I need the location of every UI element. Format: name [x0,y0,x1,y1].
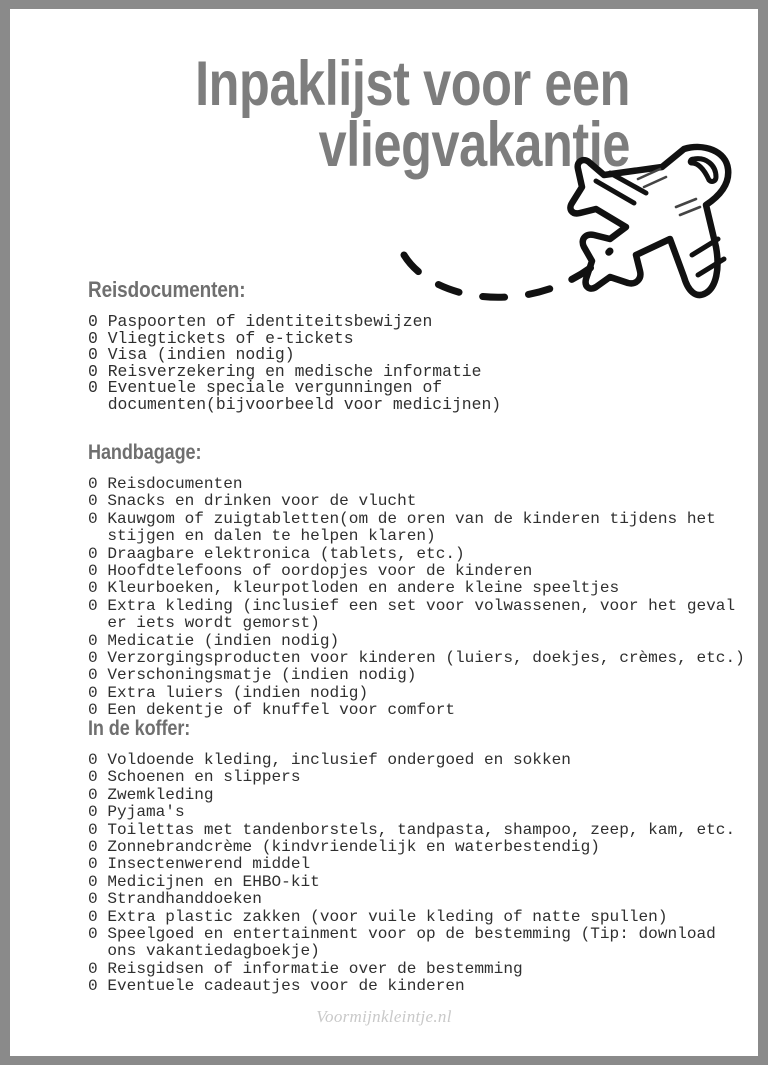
checkbox-marker[interactable]: 0 [88,312,98,331]
list-item-continuation-label: stijgen en dalen te helpen klaren) [107,527,436,546]
checkbox-marker[interactable]: 0 [88,345,98,365]
list-item-label: Visa (indien nodig) [107,345,295,365]
list-item-label: Reisdocumenten [107,475,243,493]
list-item-label: Schoenen en slippers [107,768,301,787]
list-item[interactable] [88,926,735,961]
list-item[interactable] [88,598,745,633]
list-item[interactable] [88,667,745,684]
list-item-label: Medicatie (indien nodig) [107,631,340,650]
list-item-label: Strandhanddoeken [107,890,262,909]
list-item-label: Reisverzekering en medische informatie [107,361,482,381]
section-handbagage [88,441,745,720]
document-page [10,9,758,1056]
list-item-label: Eventuele cadeautjes voor de kinderen [107,977,465,996]
list-item-label: Speelgoed en entertainment voor op de bestemming (Tip: download [107,925,716,944]
list-item[interactable] [88,822,735,839]
list-item-continuation [88,615,745,632]
list-item-label: Extra kleding (inclusief een set voor volwassenen, voor het geval [107,596,736,615]
checkbox-marker[interactable]: 0 [88,475,98,493]
list-item[interactable] [88,546,745,563]
checkbox-marker[interactable]: 0 [88,925,98,944]
list-item[interactable] [88,476,745,493]
checkbox-marker[interactable]: 0 [88,683,98,702]
list-item-label: Reisgidsen of informatie over de bestemming [107,959,523,978]
page-title-line-1: Inpaklijst voor een [195,49,630,119]
list-item-label: Eventuele speciale vergunningen of [107,378,443,398]
list-item-label: Extra luiers (indien nodig) [107,683,369,702]
list-item[interactable] [88,839,735,856]
list-item-label: Snacks en drinken voor de vlucht [107,492,417,511]
section-heading-handbagage: Handbagage: [88,441,202,464]
checkbox-marker[interactable]: 0 [88,666,98,685]
page-title [10,49,650,180]
list-item[interactable] [88,493,745,510]
checkbox-marker[interactable]: 0 [88,872,98,891]
checkbox-marker[interactable]: 0 [88,378,98,398]
checklist-handbagage [88,476,745,720]
checkbox-marker[interactable]: 0 [88,361,98,381]
list-item[interactable] [88,978,735,995]
list-item[interactable] [88,891,735,908]
section-heading-in-de-koffer: In de koffer: [88,717,191,740]
list-item-label: Extra plastic zakken (voor vuile kleding of natte spullen) [107,907,668,926]
checkbox-marker[interactable]: 0 [88,890,98,909]
list-item-continuation [88,943,735,960]
checkbox-marker[interactable]: 0 [88,838,98,857]
list-item-continuation-label: er iets wordt gemorst) [107,614,320,633]
checkbox-marker[interactable]: 0 [88,328,98,348]
list-item[interactable] [88,650,745,667]
list-item-label: Vliegtickets of e-tickets [107,328,354,348]
checkbox-marker[interactable]: 0 [88,596,98,615]
list-item-label: Zonnebrandcrème (kindvriendelijk en waterbestendig) [107,838,600,857]
list-item-continuation-label: documenten(bijvoorbeeld voor medicijnen) [107,394,502,414]
list-item-label: Kleurboeken, kleurpotloden en andere kleine speeltjes [107,579,620,598]
checkbox-marker[interactable]: 0 [88,701,98,720]
section-reisdocumenten [88,277,501,414]
list-item[interactable] [88,961,735,978]
list-item-label: Verzorgingsproducten voor kinderen (luiers, doekjes, crèmes, etc.) [107,649,745,668]
list-item-label: Toilettas met tandenborstels, tandpasta, shampoo, zeep, kam, etc. [107,820,736,839]
section-in-de-koffer [88,717,735,996]
list-item-label: Voldoende kleding, inclusief ondergoed en sokken [107,751,571,769]
checkbox-marker[interactable]: 0 [88,492,98,511]
checkbox-marker[interactable]: 0 [88,907,98,926]
checkbox-marker[interactable]: 0 [88,649,98,668]
list-item-label: Hoofdtelefoons of oordopjes voor de kinderen [107,562,533,581]
checkbox-marker[interactable]: 0 [88,803,98,822]
list-item-label: Zwemkleding [107,785,214,804]
checkbox-marker[interactable]: 0 [88,855,98,874]
list-item-continuation-label: ons vakantiedagboekje) [107,942,320,961]
list-item[interactable] [88,787,735,804]
checkbox-marker[interactable]: 0 [88,509,98,528]
checkbox-marker[interactable]: 0 [88,977,98,996]
list-item[interactable] [88,380,501,413]
list-item-continuation [88,528,745,545]
checkbox-marker[interactable]: 0 [88,820,98,839]
checklist-in-de-koffer [88,752,735,996]
list-item-label: Pyjama's [107,803,185,822]
footer-brand: Voormijnkleintje.nl [316,1007,452,1026]
list-item[interactable] [88,563,745,580]
checkbox-marker[interactable]: 0 [88,562,98,581]
checklist-reisdocumenten [88,314,501,414]
checkbox-marker[interactable]: 0 [88,768,98,787]
checkbox-marker[interactable]: 0 [88,959,98,978]
list-item[interactable] [88,633,745,650]
checkbox-marker[interactable]: 0 [88,785,98,804]
list-item-label: Verschoningsmatje (indien nodig) [107,666,417,685]
list-item[interactable] [88,769,735,786]
list-item-label: Medicijnen en EHBO-kit [107,872,320,891]
section-heading-reisdocumenten: Reisdocumenten: [88,277,246,302]
list-item-label: Draagbare elektronica (tablets, etc.) [107,544,465,563]
list-item[interactable] [88,685,745,702]
page-title-line-2: vliegvakantie [318,109,630,180]
list-item[interactable] [88,580,745,597]
list-item[interactable] [88,804,735,821]
checkbox-marker[interactable]: 0 [88,579,98,598]
list-item-label: Insectenwerend middel [107,855,311,874]
checkbox-marker[interactable]: 0 [88,751,98,769]
list-item[interactable] [88,752,735,769]
list-item[interactable] [88,909,735,926]
checkbox-marker[interactable]: 0 [88,544,98,563]
list-item[interactable] [88,511,745,546]
list-item-label: Paspoorten of identiteitsbewijzen [107,312,433,331]
list-item-label: Een dekentje of knuffel voor comfort [107,701,456,720]
list-item[interactable] [88,856,735,873]
list-item[interactable] [88,874,735,891]
list-item-continuation [88,394,502,414]
list-item-label: Kauwgom of zuigtabletten(om de oren van de kinderen tijdens het [107,509,716,528]
checkbox-marker[interactable]: 0 [88,631,98,650]
